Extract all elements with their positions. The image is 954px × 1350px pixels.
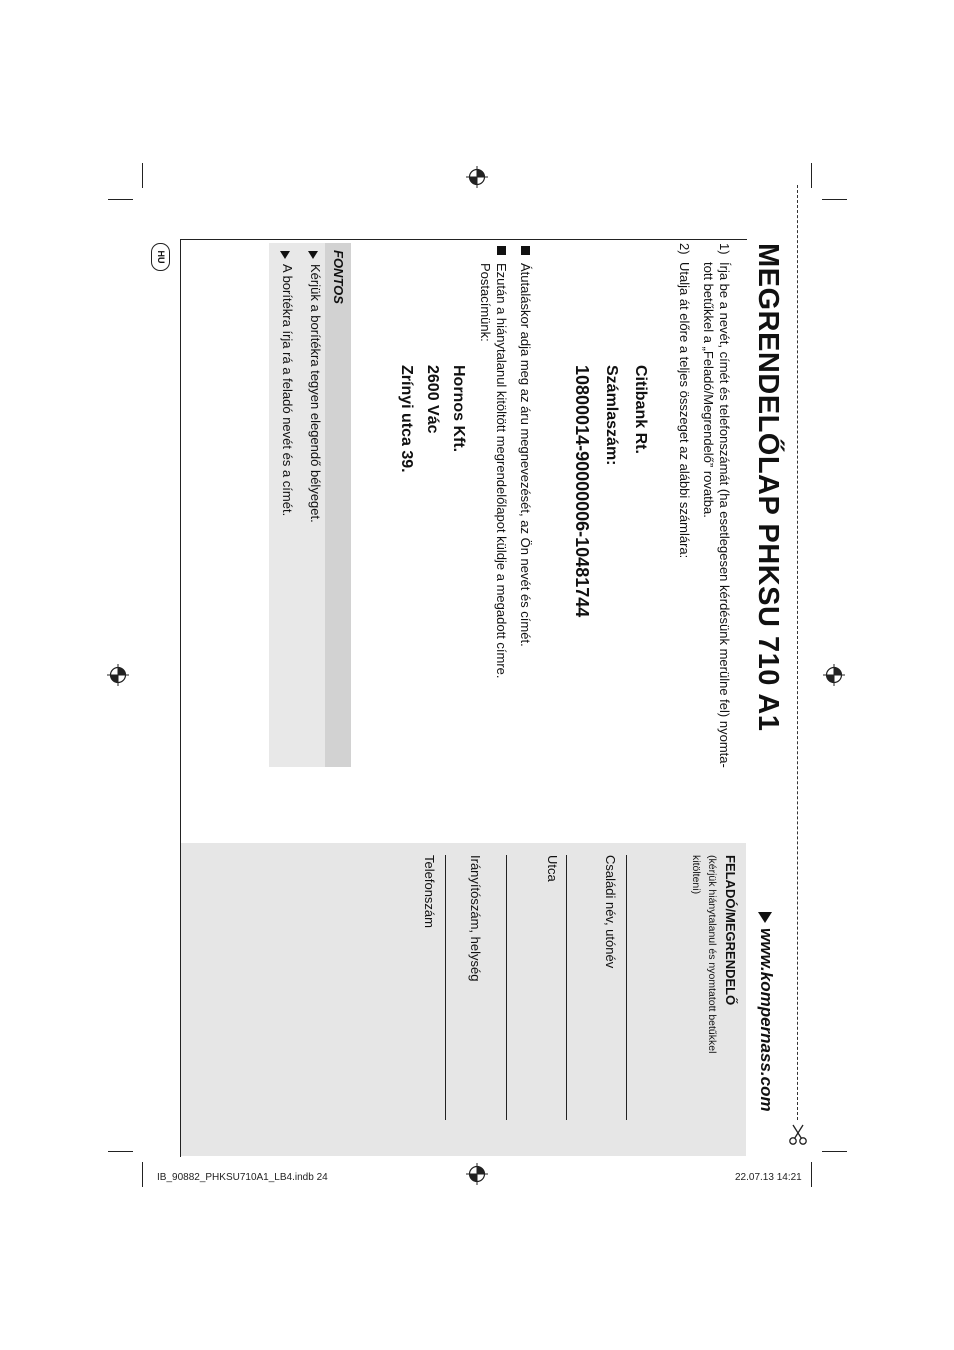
account-number: 10800014-90000006-10481744	[572, 365, 592, 618]
bullet-square-icon	[521, 246, 530, 255]
sender-note: (kérjük hiánytalanul és nyomtatott betűkkel	[706, 855, 718, 1054]
address-line: 2600 Vác	[424, 365, 441, 434]
step-text: Írja be a nevét, címét és telefonszámát (ha esetlegesen kérdésünk merülne fel) nyomta-	[717, 262, 732, 768]
bullet-triangle-icon	[280, 251, 290, 259]
bullet-square-icon	[497, 246, 506, 255]
bullet-triangle-icon	[308, 251, 318, 259]
fontos-item: Kérjük a borítékra tegyen elegendő bélyeget.	[308, 264, 323, 523]
bullet-text: Ezután a hiánytalanul kitöltött megrendelőlapot küldje a megadott címre.	[494, 263, 509, 679]
field-label: Utca	[545, 855, 560, 882]
website-link[interactable]: www.kompernass.com	[757, 928, 776, 1112]
field-underline[interactable]	[445, 855, 446, 1120]
field-label: Családi név, utónév	[603, 855, 618, 969]
fontos-item: A borítékra írja rá a feladó nevét és a címét.	[280, 264, 295, 517]
fontos-heading: FONTOS	[331, 250, 346, 304]
field-underline[interactable]	[626, 855, 627, 1120]
bank-name: Citibank Rt.	[632, 365, 649, 454]
sender-note: kitölteni)	[690, 855, 702, 895]
account-label: Számlaszám:	[603, 365, 620, 466]
field-underline[interactable]	[566, 855, 567, 1120]
field-label: Irányítószám, helység	[468, 855, 483, 982]
step-text: tott betűkkel a „Feladó/Megrendelő” rovatba.	[701, 262, 716, 518]
address-line: Zrínyi utca 39.	[398, 365, 415, 473]
arrow-icon	[758, 912, 772, 923]
bullet-text: Postacímünk:	[478, 263, 493, 342]
address-line: Hornos Kft.	[450, 365, 467, 453]
footer-file: IB_90882_PHKSU710A1_LB4.indb 24	[157, 1172, 328, 1183]
sender-heading: FELADÓ/MEGRENDELŐ	[723, 855, 738, 1006]
step-number: 2)	[677, 243, 692, 255]
country-badge-label: HU	[156, 250, 166, 264]
field-label: Telefonszám	[422, 855, 437, 928]
footer-date: 22.07.13 14:21	[735, 1172, 802, 1183]
page-title: MEGRENDELŐLAP PHKSU 710 A1	[752, 243, 784, 732]
field-underline[interactable]	[506, 855, 507, 1120]
step-number: 1)	[717, 243, 732, 255]
step-text: Utalja át előre a teljes összeget az alábbi számlára:	[677, 262, 692, 559]
bullet-text: Átutaláskor adja meg az áru megnevezését, az Ön nevét és címét.	[518, 263, 533, 647]
